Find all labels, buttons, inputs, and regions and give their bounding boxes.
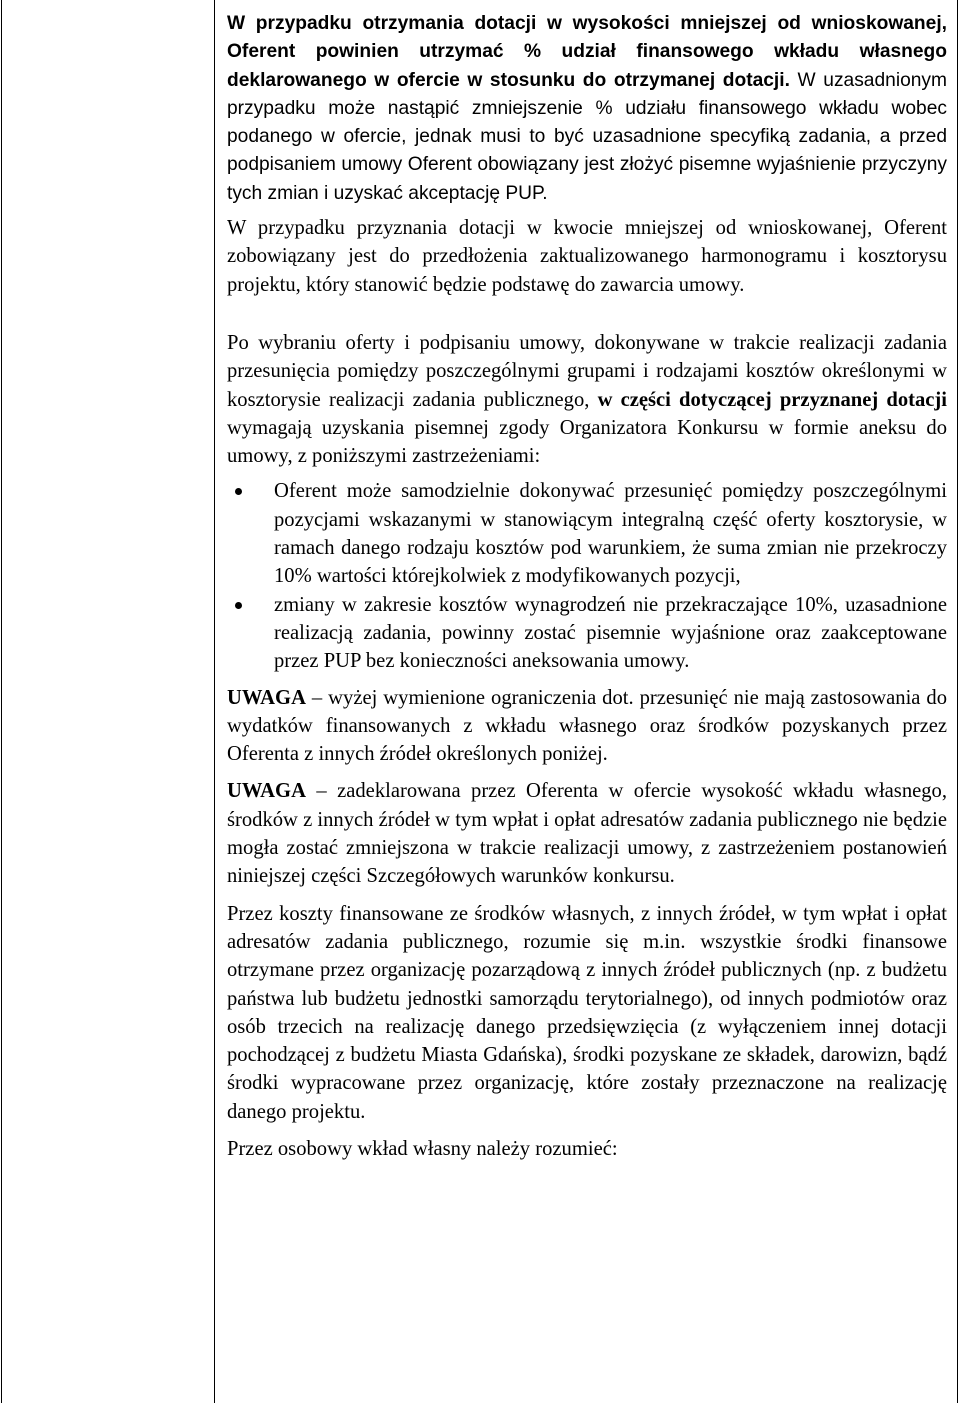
list-item xyxy=(227,477,947,590)
paragraph-text-before: Po wybraniu oferty i podpisaniu umowy, dokonywane w trakcie realizacji zadania przesunięcia pomiędzy poszczególnymi grupami i rodzajami kosztów określonymi w kosztorysie realizacji zadania publicznego, xyxy=(227,331,947,411)
paragraph-bold-intro: W przypadku otrzymania dotacji w wysokości mniejszej od wnioskowanej, Oferent powinien utrzymać % udział finansowego wkładu własnego deklarowanego w ofercie w stosunku do otrzymanej dotacji. xyxy=(227,13,947,91)
note-own-contribution xyxy=(227,777,947,890)
list-item-text: Oferent może samodzielnie dokonywać przesunięć pomiędzy poszczególnymi pozycjami wskazanymi w stanowiącym integralną część oferty kosztorysie, w ramach danego rodzaju kosztów pod warunkiem, że suma zmian nie przekroczy 10% wartości którejkolwiek z modyfikowanych pozycji, xyxy=(274,480,947,588)
table-border-middle xyxy=(214,0,215,1403)
list-item-text: zmiany w zakresie kosztów wynagrodzeń nie przekraczające 10%, uzasadnione realizacją zadania, powinny zostać pisemnie wyjaśnione oraz zaakceptowane przez PUP bez konieczności aneksowania umowy. xyxy=(274,593,947,673)
paragraph-bold-part: w części dotyczącej przyznanej dotacji xyxy=(597,388,947,411)
table-border-left xyxy=(1,0,2,1403)
note-transfers-limitations xyxy=(227,684,947,769)
paragraph-text-after: wymagają uzyskania pisemnej zgody Organizatora Konkursu w formie aneksu do umowy, z poniższymi zastrzeżeniami: xyxy=(227,416,947,468)
note-label: UWAGA xyxy=(227,686,306,709)
note-text: – wyżej wymienione ograniczenia dot. przesunięć nie mają zastosowania do wydatków finansowanych z wkładu własnego oraz środków pozyskanych przez Oferenta z innych źródeł określonych poniżej. xyxy=(227,686,947,766)
paragraph-personal-contribution: Przez osobowy wkład własny należy rozumieć: xyxy=(227,1137,618,1160)
paragraph-own-funds-definition: Przez koszty finansowane ze środków własnych, z innych źródeł, w tym wpłat i opłat adresatów zadania publicznego, rozumie się m.in. wszystkie środki finansowe otrzymane przez organizację pozarządową z innych źródeł publicznych (np. z budżetu państwa lub budżetu jednostki samorządu terytorialnego), od innych podmiotów oraz osób trzecich na realizację danego przedsięwzięcia (z wyłączeniem innej dotacji pochodzącej z budżetu Miasta Gdańska), środki pozyskane ze składek, darowizn, bądź środki wypracowane przez organizację, które zostały przeznaczone na realizację danego projektu. xyxy=(227,902,947,1123)
note-label: UWAGA xyxy=(227,780,306,803)
list-item xyxy=(227,591,947,676)
bullet-icon xyxy=(235,488,242,495)
paragraph-updated-schedule: W przypadku przyznania dotacji w kwocie mniejszej od wnioskowanej, Oferent zobowiązany jest do przedłożenia zaktualizowanego harmonogramu i kosztorysu projektu, który stanowić będzie podstawę do zawarcia umowy. xyxy=(227,217,947,296)
paragraph-cost-transfers xyxy=(227,329,947,470)
table-border-right xyxy=(957,0,958,1403)
reservations-list xyxy=(227,477,947,675)
content-cell xyxy=(227,10,947,1163)
paragraph-reduced-grant-contribution xyxy=(227,10,947,208)
paragraph-rest: W uzasadnionym przypadku może nastąpić zmniejszenie % udziału finansowego wkładu wobec podanego w ofercie, jednak musi to być uzasadnione specyfiką zadania, a przed podpisaniem umowy Oferent obowiązany jest złożyć pisemne wyjaśnienie przyczyny tych zmian i uzyskać akceptację PUP. xyxy=(227,69,947,204)
note-text: – zadeklarowana przez Oferenta w ofercie wysokość wkładu własnego, środków z innych źródeł w tym wpłat i opłat adresatów zadania publicznego nie będzie mogła zostać zmniejszona w trakcie realizacji umowy, z zastrzeżeniem postanowień niniejszej części Szczegółowych warunków konkursu. xyxy=(227,780,947,888)
bullet-icon xyxy=(235,602,242,609)
